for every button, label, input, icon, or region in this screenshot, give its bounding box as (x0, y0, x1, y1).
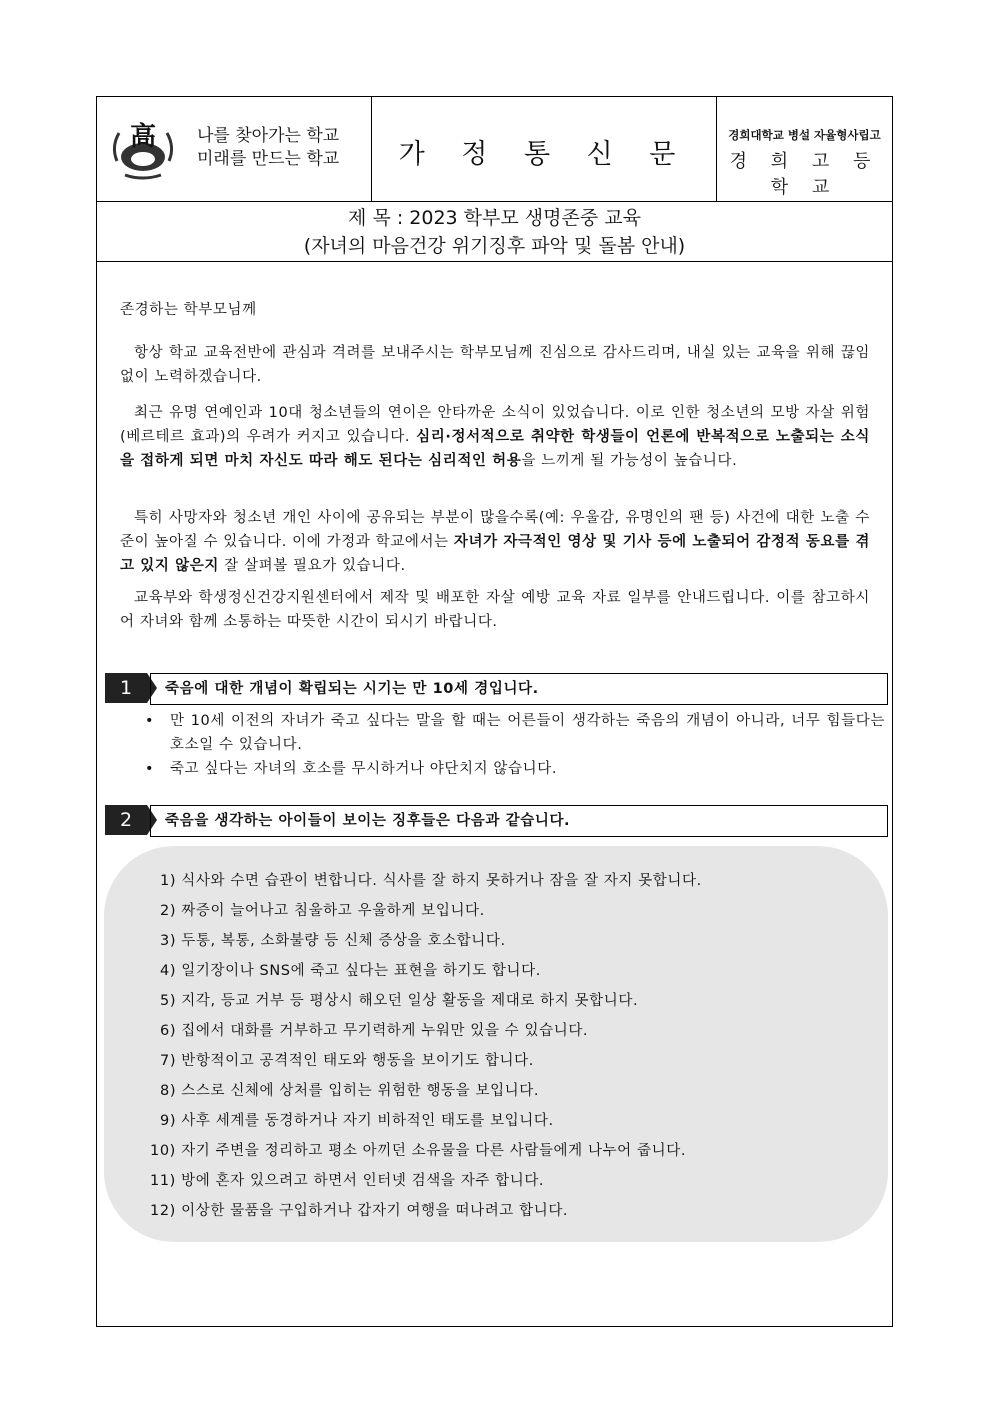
greeting: 존경하는 학부모님께 (120, 302, 257, 318)
bullet-icon: • (145, 713, 155, 729)
sign-item-2: 2) 짜증이 늘어나고 침울하고 우울하게 보입니다. (160, 903, 485, 919)
sign-item-4: 4) 일기장이나 SNS에 죽고 싶다는 표현을 하기도 합니다. (160, 963, 541, 979)
sign-item-5: 5) 지각, 등교 거부 등 평상시 해오던 일상 활동을 제대로 하지 못합니다. (160, 993, 639, 1009)
masthead-title: 가 정 통 신 문 (398, 139, 690, 170)
signs-list (150, 866, 702, 1226)
slogan-line-1: 나를 찾아가는 학교 (197, 126, 340, 146)
sign-item-10: 10) 자기 주변을 정리하고 평소 아끼던 소유물을 다른 사람들에게 나누어 줍니다. (150, 1143, 687, 1159)
school-slogan (197, 125, 339, 171)
bullet-item-2 (145, 757, 885, 781)
svg-text:高: 高 (129, 122, 157, 152)
title-line-2: (자녀의 마음건강 위기징후 파악 및 돌봄 안내) (303, 235, 686, 257)
sign-item-11: 11) 방에 혼자 있으려고 하면서 인터넷 검색을 자주 합니다. (150, 1173, 545, 1189)
bullet-icon: • (145, 761, 155, 777)
letterhead-left-cell (97, 97, 372, 201)
paragraph-2-text-a: 최근 유명 연예인과 10대 청소년들의 연이은 안타까운 소식이 있었습니다. 이로 인한 청소년의 모방 자살 위험(베르테르 효과)의 우려가 커지고 있습니다. (120, 405, 870, 445)
section-2-heading: 죽음을 생각하는 아이들이 보이는 징후들은 다음과 같습니다. (150, 805, 888, 837)
paragraph-4: 교육부와 학생정신건강지원센터에서 제작 및 배포한 자살 예방 교육 자료 일부를 안내드립니다. 이를 참고하시어 자녀와 함께 소통하는 따뜻한 시간이 되시기 바랍니다. (120, 590, 870, 630)
document-title (97, 201, 892, 262)
sign-item-12: 12) 이상한 물품을 구입하거나 갑자기 여행을 떠나려고 합니다. (150, 1203, 569, 1219)
section-2-number: 2 (105, 805, 147, 835)
paragraph-3 (120, 506, 870, 578)
sign-item-7: 7) 반항적이고 공격적인 태도와 행동을 보이기도 합니다. (160, 1053, 534, 1069)
bullet-text: 죽고 싶다는 자녀의 호소를 무시하거나 야단치지 않습니다. (170, 761, 558, 777)
bullet-text: 만 10세 이전의 자녀가 죽고 싶다는 말을 할 때는 어른들이 생각하는 죽음의 개념이 아니라, 너무 힘들다는 호소일 수 있습니다. (170, 713, 885, 753)
section-1-header (105, 673, 889, 707)
paragraph-2-emphasis: 심리·정서적으로 취약한 학생들이 언론에 반복적으로 노출되는 소식을 접하게 되면 마치 자신도 따라 해도 된다는 심리적인 허용 (120, 429, 870, 469)
sign-item-3: 3) 두통, 복통, 소화불량 등 신체 증상을 호소합니다. (160, 933, 506, 949)
sign-item-6: 6) 집에서 대화를 거부하고 무기력하게 누워만 있을 수 있습니다. (160, 1023, 589, 1039)
sign-item-9: 9) 사후 세계를 동경하거나 자기 비하적인 태도를 보입니다. (160, 1113, 554, 1129)
school-name: 경 희 고 등 학 교 (729, 151, 880, 198)
paragraph-3-text-c: 잘 살펴볼 필요가 있습니다. (218, 558, 406, 574)
sign-item-1: 1) 식사와 수면 습관이 변합니다. 식사를 잘 하지 못하거나 잠을 잘 자지 못합니다. (160, 873, 702, 889)
bullet-item-1 (145, 709, 885, 757)
paragraph-2 (120, 401, 870, 473)
letterhead-center-cell (372, 97, 717, 201)
paragraph-3-text-a: 특히 사망자와 청소년 개인 사이에 공유되는 부분이 많을수록(예: 우울감, 유명인의 팬 등) 사건에 대한 노출 수준이 높아질 수 있습니다. 이에 가정과 학교에서는 (120, 510, 870, 550)
title-line-1: 제 목 : 2023 학부모 생명존중 교육 (348, 207, 641, 229)
paragraph-1: 항상 학교 교육전반에 관심과 격려를 보내주시는 학부모님께 진심으로 감사드리며, 내실 있는 교육을 위해 끊임없이 노력하겠습니다. (120, 345, 870, 385)
paragraph-2-text-c: 을 느끼게 될 가능성이 높습니다. (521, 453, 738, 469)
letterhead (97, 97, 892, 202)
slogan-line-2: 미래를 만드는 학교 (197, 149, 340, 169)
letterhead-right-cell (717, 97, 892, 201)
org-subtitle: 경희대학교 병설 자율형사립고 (728, 128, 881, 142)
section-1-number: 1 (105, 673, 147, 703)
paragraph-3-emphasis: 자녀가 자극적인 영상 및 기사 등에 노출되어 감정적 동요를 겪고 있지 않은지 (120, 534, 870, 574)
school-emblem-icon (107, 117, 179, 181)
section-2-header (105, 805, 889, 839)
section-1-heading: 죽음에 대한 개념이 확립되는 시기는 만 10세 경입니다. (150, 673, 888, 705)
section-1-bullets (145, 709, 885, 781)
sign-item-8: 8) 스스로 신체에 상처를 입히는 위험한 행동을 보입니다. (160, 1083, 540, 1099)
